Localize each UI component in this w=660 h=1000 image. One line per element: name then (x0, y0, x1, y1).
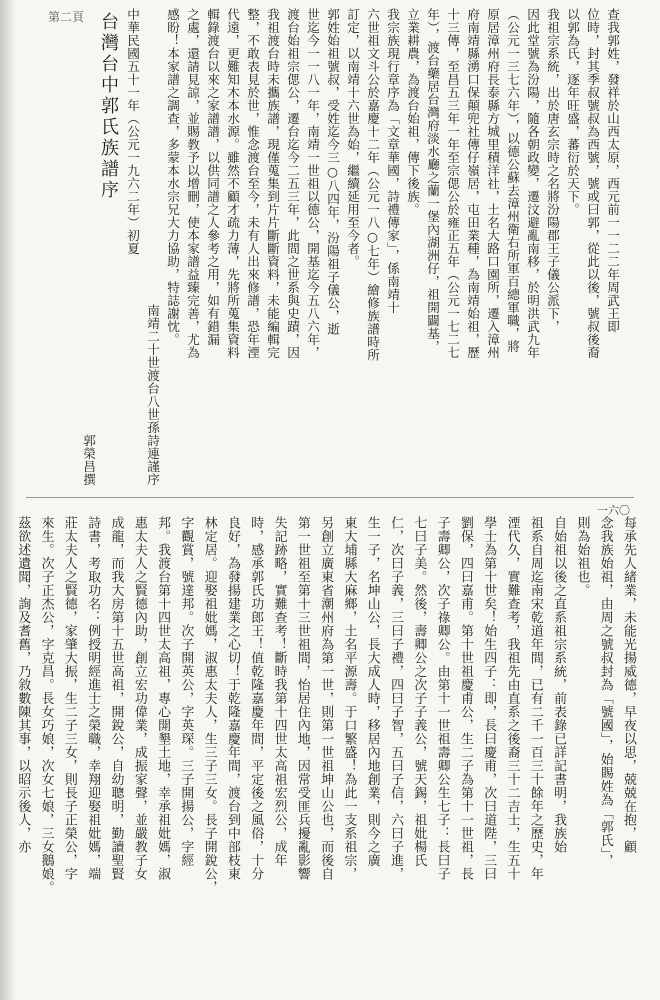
history-text-column: 字觀賞，號達邦。次子開英公，字英琛。三子開揚公，字經 (178, 516, 194, 867)
history-text-column: 詩書，考取功名：例授明經進士之榮職，幸翔迎娶祖妣媽，端 (85, 516, 101, 881)
preface-text-column: 十三傳，至昌五三年一年至宗偲公於雍正五年（公元一七二七 (445, 8, 460, 359)
preface-text-column: 我宗族現行章序為「文章華國，詩禮傳家」，係南靖十 (385, 8, 400, 314)
history-text-column: 邦。我渡台第十四世太高祖，專心開墾土地，幸承祖妣媽，淑 (155, 516, 171, 881)
preface-body (122, 8, 622, 486)
history-text-column: 每承先人緒業，未能光揚威德，早夜以思，兢兢在抱，顧 (621, 516, 636, 854)
preface-text-column: 立業耕農，為渡台始祖，傳下後族。 (405, 8, 420, 216)
history-text-column: 學士為第十世矣！始生四子：即，長曰慶甫，次曰道陛，三曰 (481, 516, 497, 881)
preface-text-column: 我祖渡台時未攜族譜，現僅蒐集到片片斷斷資料，未能編輯完 (265, 8, 280, 359)
preface-text-column: 以郭為氏，逐年旺盛，蕃衍於天下。 (565, 8, 580, 216)
preface-text-column: （公元一三七六年），以德公蘇去漳州衛右所軍百總軍職，將 (505, 8, 520, 353)
preface-text-column: 六世祖文斗公於嘉慶十二年（公元一八○七年）繪修族譜時所 (365, 8, 380, 362)
preface-text-column: 感盼！本家譜之調查，多蒙本水宗兄大力協助，特誌謝忱。 (165, 8, 180, 346)
preface-text-column: 之處，還請見諒，並賜教予以增刪，使本家譜益臻完善，尤為 (185, 8, 200, 359)
section-divider (26, 497, 634, 498)
history-text-column: 時，感承郭氏功郎王！值乾隆嘉慶年間，平定後之風俗，十分 (248, 516, 264, 881)
preface-closing-signature: 南靖二十世渡台八世孫詩連謹序 (145, 304, 160, 486)
history-text-column: 莊太夫人之賢德，家肇大振，生二子三女，則長子正榮公，字 (61, 516, 77, 881)
history-text-column: 七曰子美。然後，壽卿公之次子子義公，號天錫，祖妣楊氏 (411, 516, 427, 867)
ancestral-history-section (15, 516, 640, 992)
preface-author: 郭榮昌撰 (81, 434, 96, 486)
preface-text-column: 原居漳州府長泰縣方城里積洋社，土名大路口園所，遷入漳州 (485, 8, 500, 359)
history-text-column: 子壽卿公，次子祿卿公。由第十一世祖壽卿公生七子：長曰子 (434, 516, 450, 881)
history-text-column: 良好，為發揚建業之心切！于乾隆嘉慶年間，渡台到中部枝東 (224, 516, 240, 881)
preface-text-column: 渡台始祖宗偲公，遷台迄今二五三年，此間之世系與史蹟，因 (285, 8, 300, 359)
ancestral-history-body (11, 516, 640, 992)
preface-text-column: 輯錄渡台以來之家譜譜，以供同譜之人參考之用，如有錯漏 (205, 8, 220, 346)
history-text-column: 仁，次曰子義，三曰子禮，四曰子智，五曰子信，六曰子進， (388, 516, 404, 881)
page-corner-mark: 第二頁 (48, 10, 85, 24)
preface-text-column: 訂定，以南靖十六世為始，繼續延用至今者。 (345, 8, 360, 268)
history-text-column: 來生。次子正杰公，字克昌。長女巧娘，次女七娘，三女鵝娘。 (38, 516, 54, 894)
history-text-column: 茲欲述遺聞，詢及耆舊，乃敘數陳其事，以昭示後人，亦 (15, 516, 31, 854)
history-text-column: 自始祖以後之直系祖宗系統，前表錄已詳記書明，我族始 (551, 516, 567, 854)
preface-text-column: 代遠，更難知木本水源。雖然不顧才疏力薄，先將所蒐集資料 (225, 8, 240, 359)
history-text-column: 祖系自周迄南宋乾道年間，已有二千一百三十餘年之歷史，年 (527, 516, 543, 881)
history-text-column: 則為始祖也。 (574, 516, 590, 597)
history-text-column: 成龍，而我大房第十五世高祖，開銳公，自幼聰明，勤讀聖賢 (108, 516, 124, 881)
history-text-column: 劉保，四曰嘉甫。第十世祖慶甫公，生二子為第十一世祖，長 (457, 516, 473, 881)
genealogy-preface-section (22, 8, 622, 486)
history-text-column: 林定居。迎娶祖妣媽，淑惠太夫人，生三子三女。長子開銳公， (201, 516, 217, 894)
page-number: 一六〇 (597, 505, 630, 517)
history-text-column: 湮代久，實難查考，我祖先由直系之後裔三十二吉士，生五十 (504, 516, 520, 881)
history-text-column: 失記跡略，實難查考！斷時我第十四世太高祖宏烈公，成年 (271, 516, 287, 867)
history-text-column: 另創立廣東省潮州府為第一世，則第一世祖坤山公也，而後自 (318, 516, 334, 881)
preface-text-column: 我祖宗系統，出於唐玄宗時之名將汾陽郡王子儀公派下， (545, 8, 560, 333)
preface-text-column: 查我郭姓，發祥於山西太原，西元前一一二二年周武王即 (605, 8, 620, 333)
preface-text-column: 位時，封其季叔號叔為西號，號或曰郭，從此以後，號叔後裔 (585, 8, 600, 359)
history-text-column: 東大埔縣大麻鄉，土名平源壽。于口繁盛！為此一支系祖宗， (341, 516, 357, 881)
preface-title: 台灣台中郭氏族譜序 (98, 12, 119, 201)
history-text-column: 第一世祖至第十三世祖間，怡居住內地，因常受匪兵擾亂影響 (294, 516, 310, 881)
preface-date: 中華民國五十一年（公元一九六二年）初夏 (125, 8, 140, 255)
preface-text-column: 年），渡台藥居台灣府淡水廳之蘭一堡內湖洲仔，祖開闢基， (425, 8, 440, 353)
preface-text-column: 郭姓始祖號叔，受姓迄今三○八四年，汾陽祖子儀公，逝 (325, 8, 340, 336)
history-text-column: 生一子，名坤山公，長大成人時，移居內地創業，則今之廣 (364, 516, 380, 867)
history-text-column: 惠太夫人之賢德內助，創立宏功偉業，成振家聲，並嚴教子女 (131, 516, 147, 881)
history-text-column: 念我族始祖，由周之號叔封為「號國」，始賜姓為「郭氏」， (597, 516, 613, 868)
preface-text-column: 府南靖縣湧口保顛兜社傳仔嶺居，屯田業種，為南靖始祖，歷 (465, 8, 480, 359)
preface-text-column: 世迄今一一八一年，南靖一世祖以德公，開基迄今五八六年， (305, 8, 320, 359)
preface-text-column: 因此堂號為汾陽，隨各朝政變，遷汶避亂南移，於明洪武九年 (525, 8, 540, 359)
preface-text-column: 整，不敢表見於世，惟念渡台至今，未有人出來修譜，恐年湮 (245, 8, 260, 359)
